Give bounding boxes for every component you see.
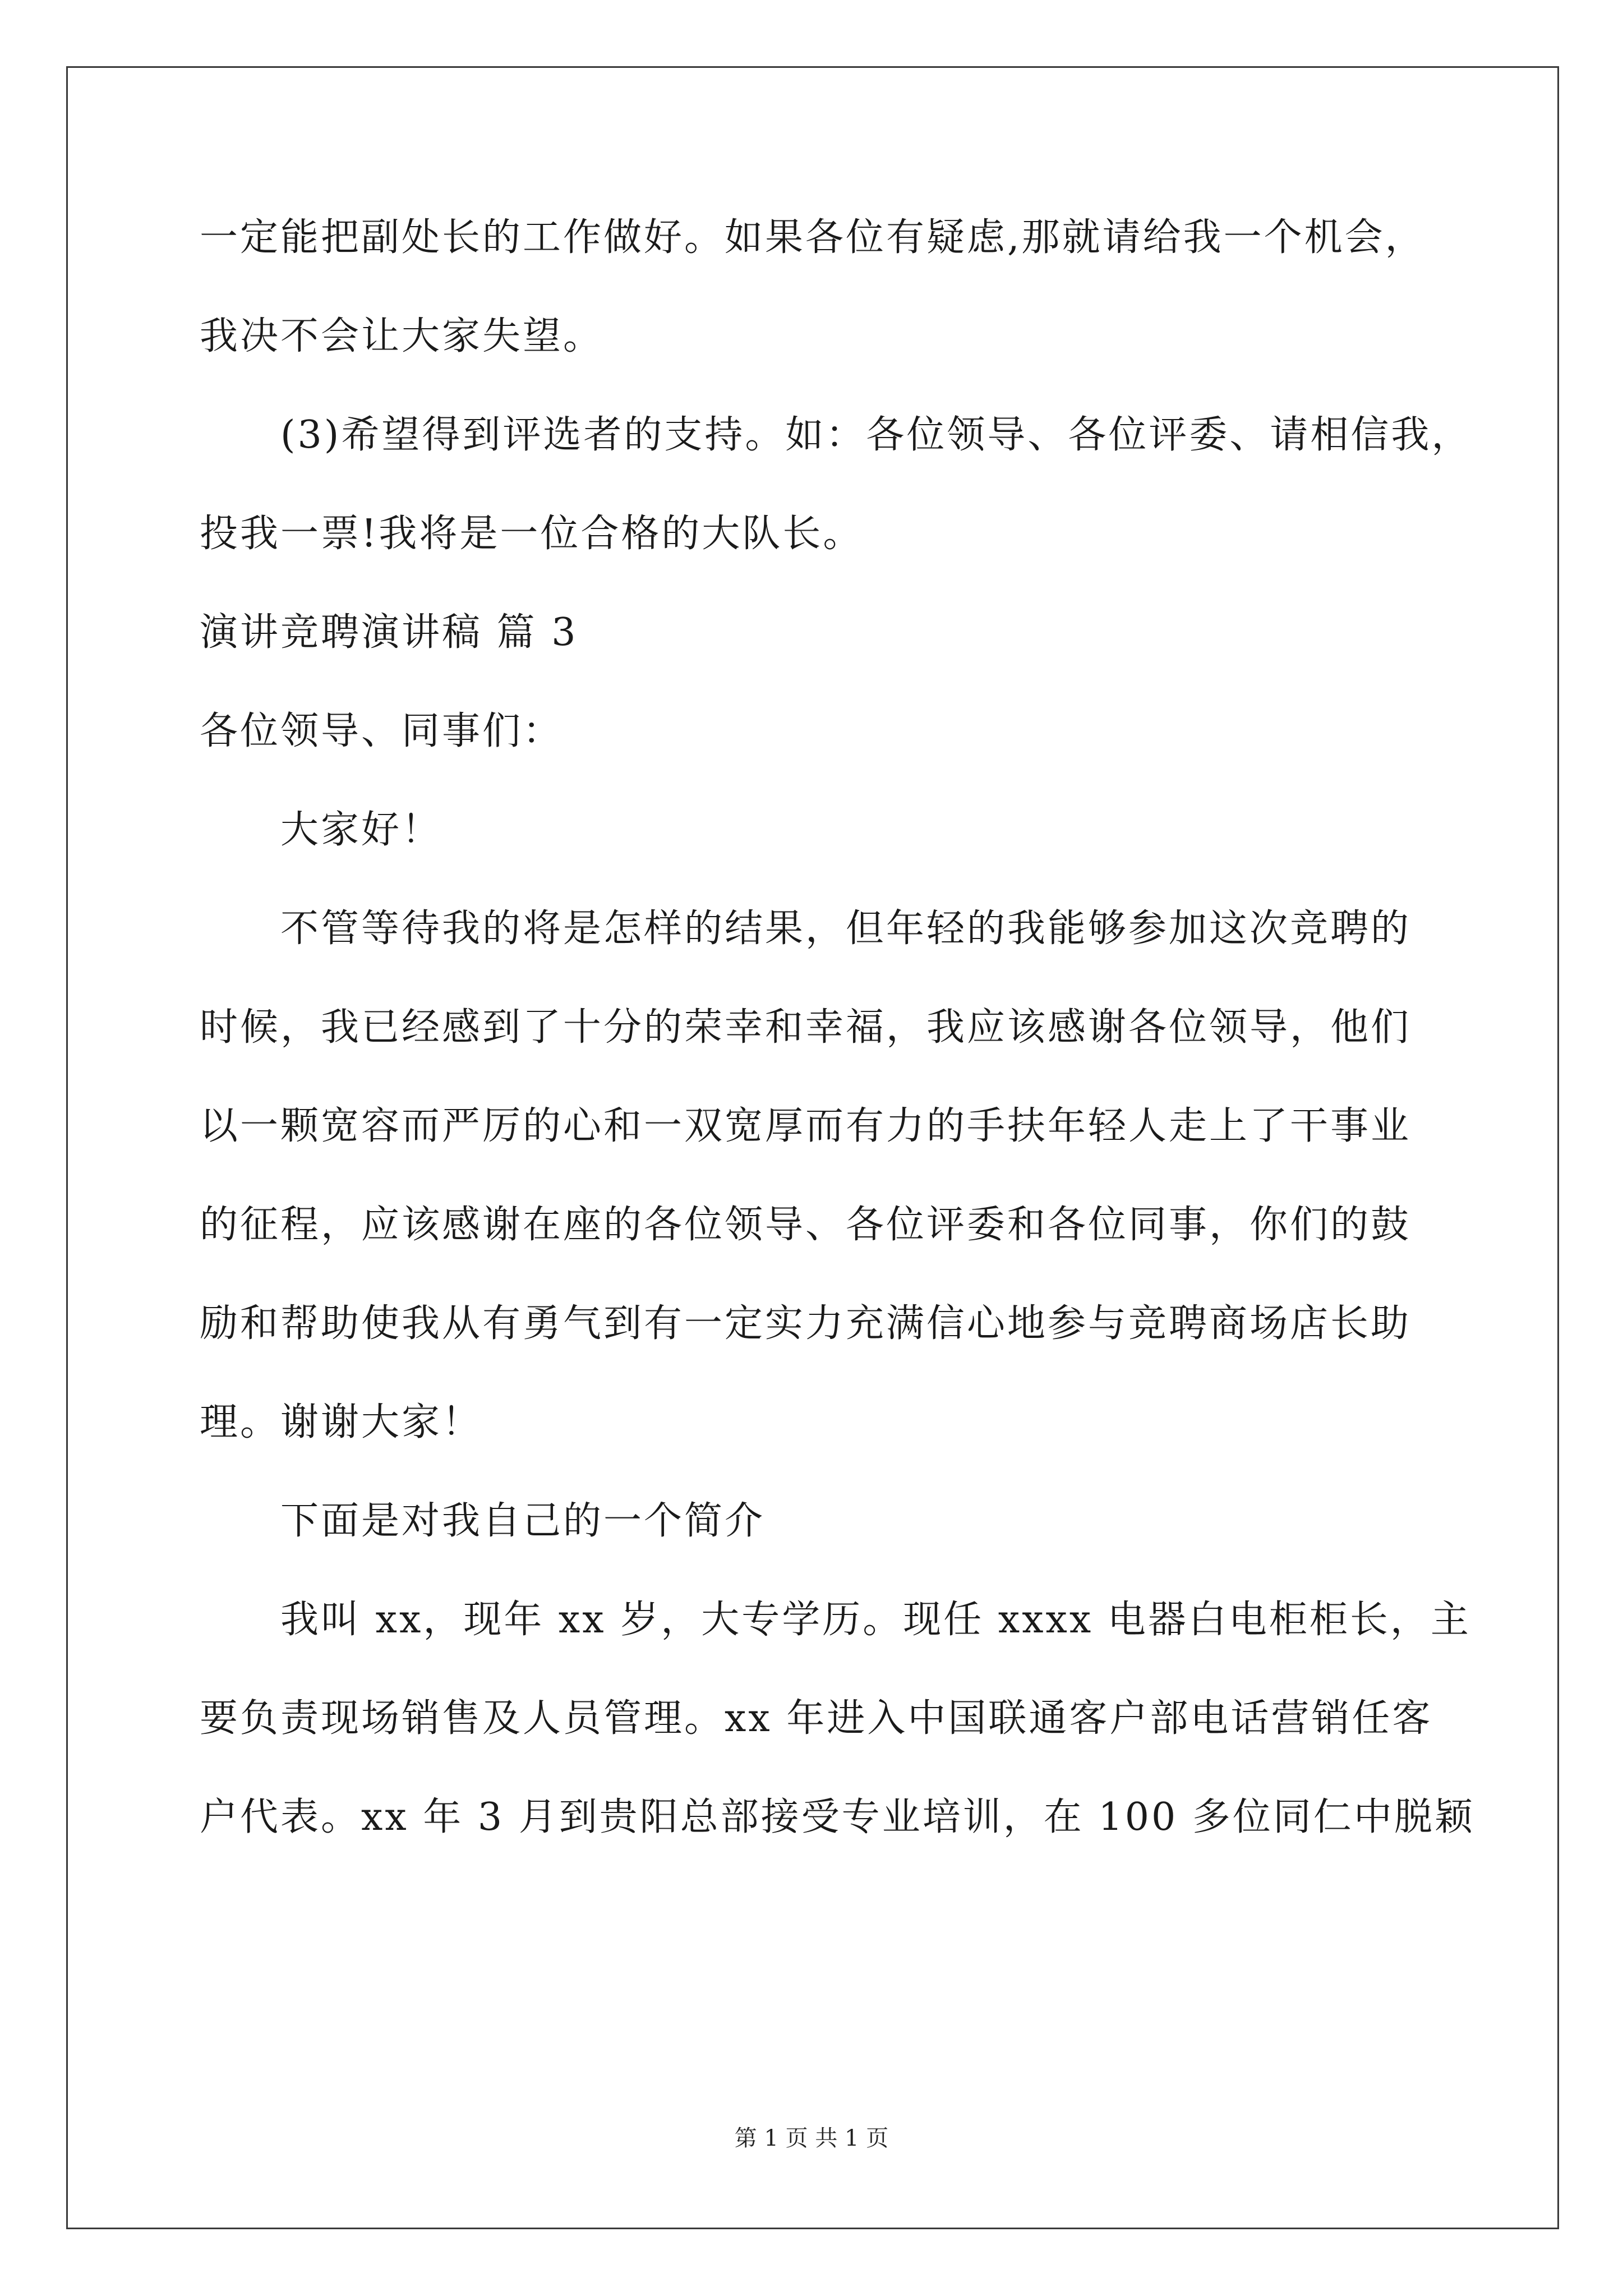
paragraph-line: 我决不会让大家失望。: [200, 314, 604, 358]
paragraph-line: 不管等待我的将是怎样的结果，但年轻的我能够参加这次竞聘的: [280, 907, 1412, 951]
paragraph-line: 户代表。xx 年 3 月到贵阳总部接受专业培训，在 100 多位同仁中脱颖: [200, 1795, 1475, 1839]
paragraph-line: 投我一票!我将是一位合格的大队长。: [200, 512, 864, 556]
paragraph-line: 以一颗宽容而严厉的心和一双宽厚而有力的手扶年轻人走上了干事业: [200, 1104, 1412, 1148]
salutation: 各位领导、同事们：: [200, 709, 564, 753]
paragraph-line: 一定能把副处长的工作做好。如果各位有疑虑,那就请给我一个机会，: [200, 215, 1426, 260]
paragraph-line: 励和帮助使我从有勇气到有一定实力充满信心地参与竞聘商场店长助: [200, 1301, 1412, 1346]
paragraph-line: 时候，我已经感到了十分的荣幸和幸福，我应该感谢各位领导，他们: [200, 1005, 1412, 1050]
paragraph-line: 理。谢谢大家！: [200, 1400, 483, 1444]
paragraph-line: (3)希望得到评选者的支持。如：各位领导、各位评委、请相信我，: [280, 413, 1472, 457]
page-number-footer: 第 1 页 共 1 页: [734, 2125, 889, 2151]
paragraph-line: 下面是对我自己的一个简介: [280, 1499, 766, 1543]
paragraph-line: 我叫 xx，现年 xx 岁，大专学历。现任 xxxx 电器白电柜柜长，主: [280, 1598, 1471, 1642]
paragraph-line: 要负责现场销售及人员管理。xx 年进入中国联通客户部电话营销任客: [200, 1696, 1433, 1741]
section-heading: 演讲竞聘演讲稿 篇 3: [200, 610, 578, 655]
paragraph-line: 的征程，应该感谢在座的各位领导、各位评委和各位同事，你们的鼓: [200, 1203, 1412, 1247]
greeting: 大家好！: [280, 808, 442, 852]
